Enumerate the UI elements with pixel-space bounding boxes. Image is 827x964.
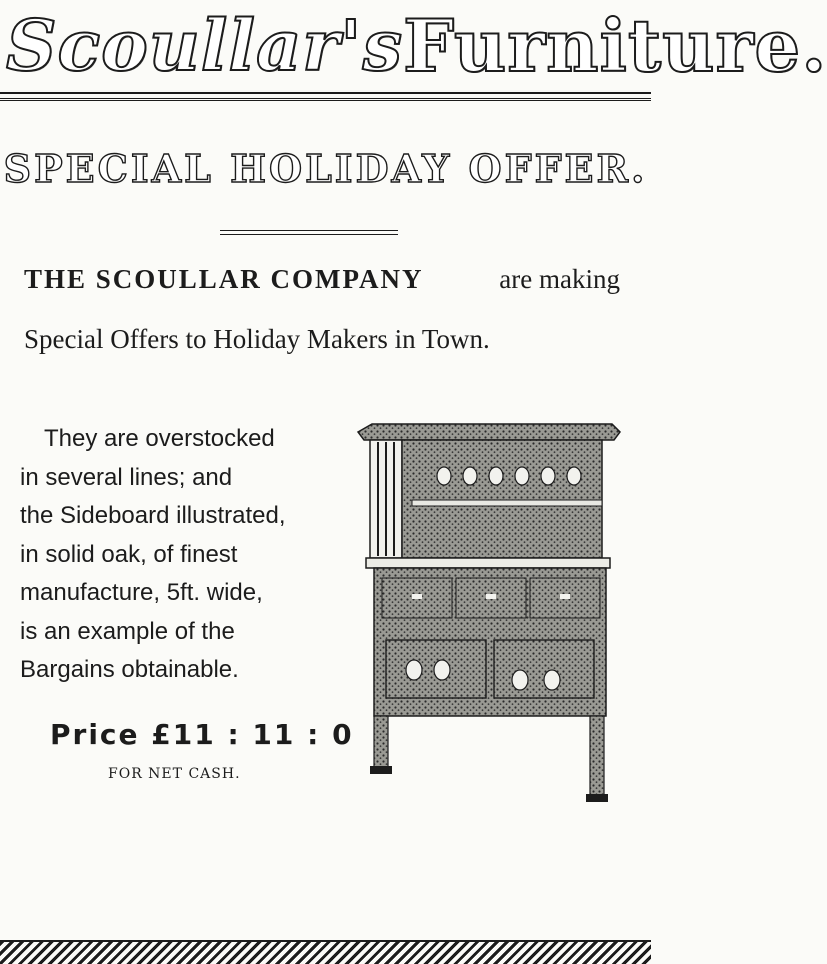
- masthead-brand: Scoullar's: [6, 4, 404, 87]
- decorative-bottom-border: [0, 940, 651, 964]
- body-line: in several lines; and: [20, 463, 233, 491]
- headline-divider: [220, 230, 398, 235]
- price: Price £11 : 11 : 0: [50, 718, 354, 751]
- intro-line-1-rest: are making: [499, 264, 620, 294]
- body-line: in solid oak, of finest: [20, 540, 238, 568]
- body-line: manufacture, 5ft. wide,: [20, 579, 263, 606]
- body-line: Bargains obtainable.: [20, 656, 239, 683]
- masthead-rule: [0, 92, 651, 99]
- headline: SPECIAL HOLIDAY OFFER.: [3, 146, 648, 191]
- intro-line-1: [24, 266, 620, 293]
- masthead: [0, 0, 827, 92]
- intro-line-2: Special Offers to Holiday Makers in Town.: [24, 324, 490, 354]
- body-line: is an example of the: [20, 617, 235, 645]
- company-name: THE SCOULLAR COMPANY: [24, 264, 424, 294]
- masthead-category: Furniture.: [403, 3, 827, 88]
- net-cash-note: FOR NET CASH.: [108, 766, 241, 782]
- masthead-rule-thin: [0, 100, 651, 101]
- body-copy: [20, 420, 320, 690]
- body-line: They are overstocked: [44, 425, 275, 452]
- sideboard-illustration: [352, 418, 624, 810]
- body-line: the Sideboard illustrated,: [20, 502, 286, 529]
